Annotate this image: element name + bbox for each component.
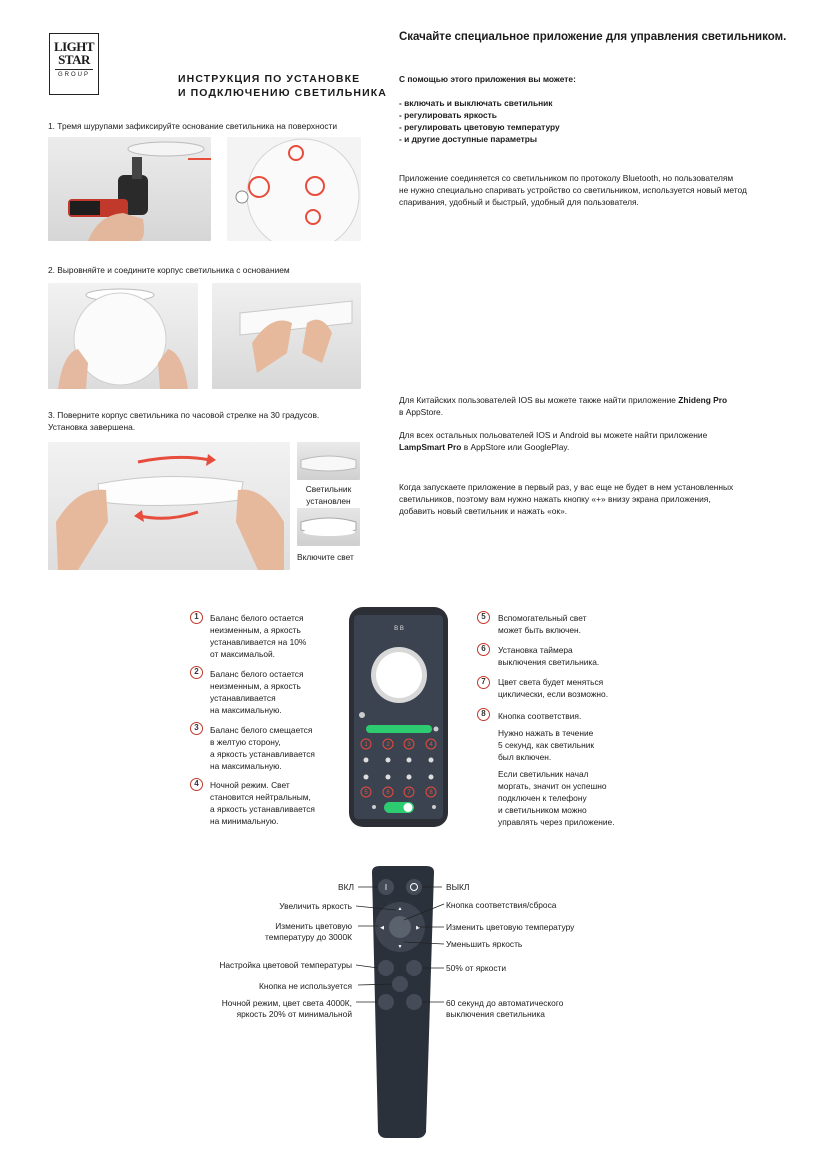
app-feature: - включать и выключать светильник bbox=[399, 98, 553, 108]
note-number-1: 1 bbox=[190, 611, 203, 624]
svg-text:7: 7 bbox=[407, 790, 411, 796]
note-8: Кнопка соответствия. bbox=[498, 711, 582, 721]
others-app-name: LampSmart Pro bbox=[399, 442, 462, 452]
phone bbox=[349, 607, 448, 827]
china-text-post: в AppStore. bbox=[399, 407, 444, 417]
brand-logo bbox=[49, 33, 99, 95]
remote-label-on: ВКЛ bbox=[338, 882, 354, 892]
svg-text:5: 5 bbox=[364, 790, 368, 796]
remote-label-timer: 60 секунд до автоматического выключения светильника bbox=[446, 998, 564, 1019]
step1-base-photo bbox=[227, 137, 361, 241]
step1-text: 1. Тремя шурупами зафиксируйте основание светильника на поверхности bbox=[48, 121, 338, 131]
note-number-3: 3 bbox=[190, 722, 203, 735]
lamp-on-illustration bbox=[297, 508, 360, 546]
step1-drill-photo bbox=[48, 137, 211, 241]
remote-label-half-brightness: 50% от яркости bbox=[446, 963, 507, 973]
note-6: Установка таймера выключения светильника. bbox=[498, 645, 600, 667]
turn-on-label: Включите свет bbox=[297, 552, 354, 562]
step2-text: 2. Выровняйте и соедините корпус светильника с основанием bbox=[48, 265, 290, 275]
note-1: Баланс белого остается неизменным, а яркость устанавливается на 10% от максимальой. bbox=[210, 613, 307, 659]
svg-text:6: 6 bbox=[386, 790, 390, 796]
svg-text:▲: ▲ bbox=[397, 906, 403, 912]
base-illustration bbox=[227, 137, 361, 241]
svg-text:B B: B B bbox=[394, 626, 404, 632]
remote-label-temp-adjust: Настройка цветовой температуры bbox=[219, 960, 352, 970]
svg-text:4: 4 bbox=[429, 742, 433, 748]
installed-label: Светильник установлен bbox=[305, 484, 352, 506]
attach-illustration bbox=[212, 283, 361, 389]
remote-label-unused: Кнопка не используется bbox=[259, 981, 352, 991]
remote-label-temp-3000k: Изменить цветовую температуру до 3000К bbox=[265, 921, 352, 942]
svg-text:I: I bbox=[384, 883, 388, 892]
lamp-off-illustration bbox=[297, 442, 360, 480]
app-heading: Скачайте специальное приложение для управления светильником. bbox=[399, 31, 787, 43]
step3-text: 3. Поверните корпус светильника по часовой стрелке на 30 градусов. Установка завершена. bbox=[48, 410, 320, 432]
note-number-6: 6 bbox=[477, 643, 490, 656]
china-text bbox=[399, 394, 779, 418]
first-run-text: Когда запускаете приложение в первый раз, у вас еще не будет в нем установленных светильников, поэтому вам нужно нажать кнопку «+» внизу экрана приложения, добавить новый светильник и нажать «ок». bbox=[399, 482, 734, 516]
step2-photo-b bbox=[212, 283, 361, 389]
remote-label-pairing: Кнопка соответствия/сброса bbox=[446, 900, 557, 910]
note-4: Ночной режим. Свет становится нейтральным, а яркость устанавливается на минимальную. bbox=[210, 780, 315, 826]
others-text-post: в AppStore или GooglePlay. bbox=[461, 442, 570, 452]
turn-on-photo bbox=[297, 508, 360, 546]
note-7: Цвет света будет меняться циклически, если возможно. bbox=[498, 677, 609, 699]
note-3: Баланс белого смещается в желтую сторону, а яркость устанавливается на максимальную. bbox=[210, 725, 315, 771]
rotate-illustration bbox=[48, 442, 290, 570]
app-feature: - регулировать цветовую температуру bbox=[399, 122, 560, 132]
china-text-pre: Для Китайских пользователей IOS вы можете также найти приложение bbox=[399, 395, 679, 405]
svg-text:1: 1 bbox=[364, 742, 368, 748]
logo-line1: LIGHT bbox=[53, 39, 95, 54]
others-text-pre: Для всех остальных польователей IOS и Android вы можете найти приложение bbox=[399, 430, 708, 440]
china-app-name: Zhideng Pro bbox=[678, 395, 728, 405]
logo-line3: GROUP bbox=[55, 69, 93, 78]
svg-text:◀: ◀ bbox=[380, 925, 384, 931]
remote-label-night: Ночной режим, цвет света 4000К, яркость 20% от минимальной bbox=[221, 998, 352, 1019]
note-number-7: 7 bbox=[477, 676, 490, 689]
bluetooth-text: Приложение соединяется со светильником по протоколу Bluetooth, но пользователям не нужно специально спаривать устройство со светильником, используется новый метод спаривания, удобный и быстрый, удобный для пользователя. bbox=[399, 173, 747, 207]
remote-label-off: ВЫКЛ bbox=[446, 882, 470, 892]
note-number-5: 5 bbox=[477, 611, 490, 624]
svg-text:3: 3 bbox=[407, 742, 411, 748]
remote-control bbox=[0, 860, 826, 1160]
note-number-2: 2 bbox=[190, 666, 203, 679]
app-feature: - регулировать яркость bbox=[399, 110, 497, 120]
remote-label-brightness-up: Увеличить яркость bbox=[279, 901, 352, 911]
logo-line2: STAR bbox=[58, 52, 90, 67]
note-2: Баланс белого остается неизменным, а яркость устанавливается на максимальную. bbox=[210, 669, 304, 715]
drill-illustration bbox=[48, 137, 211, 241]
note-5: Вспомогательный свет может быть включен. bbox=[498, 613, 587, 635]
installed-photo bbox=[297, 442, 360, 480]
step2-photo-a bbox=[48, 283, 198, 389]
note-8-extra-1: Нужно нажать в течение 5 секунд, как светильник был включен. bbox=[498, 728, 595, 762]
note-number-4: 4 bbox=[190, 778, 203, 791]
app-feature: - и другие доступные параметры bbox=[399, 134, 537, 144]
step3-photo bbox=[48, 442, 290, 570]
remote-label-brightness-down: Уменьшить яркость bbox=[446, 939, 523, 949]
svg-text:8: 8 bbox=[429, 790, 433, 796]
note-number-8: 8 bbox=[477, 708, 490, 721]
svg-text:▼: ▼ bbox=[397, 944, 403, 950]
remote-label-temp-change: Изменить цветовую температуру bbox=[446, 922, 575, 932]
phone-screen bbox=[354, 615, 443, 819]
page-title: ИНСТРУКЦИЯ ПО УСТАНОВКЕ И ПОДКЛЮЧЕНИЮ СВЕТИЛЬНИКА bbox=[178, 73, 387, 99]
align-illustration bbox=[48, 283, 198, 389]
app-intro: С помощью этого приложения вы можете: bbox=[399, 74, 576, 84]
others-text bbox=[399, 429, 779, 453]
svg-text:▶: ▶ bbox=[416, 925, 420, 931]
note-8-extra-2: Если светильник начал моргать, значит он успешно подключен к телефону и светильником можно управлять через приложение. bbox=[498, 769, 615, 827]
app-screen-illustration bbox=[354, 615, 443, 819]
svg-text:2: 2 bbox=[386, 742, 390, 748]
